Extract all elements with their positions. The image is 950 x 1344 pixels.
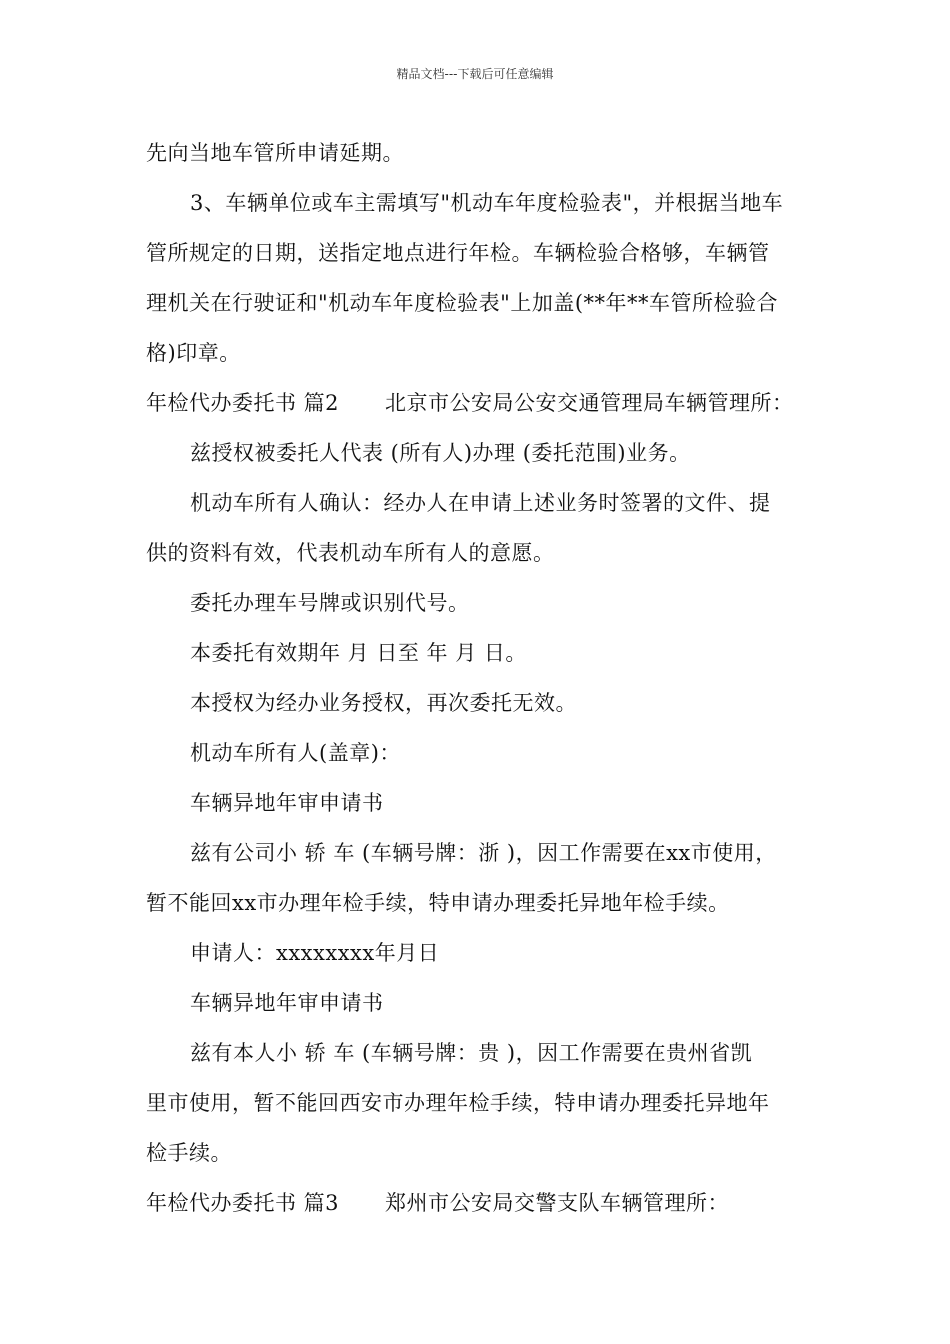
addressee: 北京市公安局公安交通管理局车辆管理所： [385, 391, 794, 415]
paragraph-line: 3、车辆单位或车主需填写"机动车年度检验表"，并根据当地车 [190, 191, 784, 215]
section-title: 年检代办委托书 篇3 [146, 1191, 340, 1215]
section-title: 年检代办委托书 篇2 [146, 391, 340, 415]
paragraph-line: 委托办理车号牌或识别代号。 [190, 591, 470, 615]
page-header: 精品文档---下载后可任意编辑 [396, 67, 554, 81]
paragraph-line: 本授权为经办业务授权，再次委托无效。 [190, 691, 577, 715]
paragraph-line: 车辆异地年审申请书 [190, 991, 384, 1015]
paragraph-line: 理机关在行驶证和"机动车年度检验表"上加盖(**年**车管所检验合 [146, 291, 779, 315]
paragraph-line: 供的资料有效，代表机动车所有人的意愿。 [146, 541, 555, 565]
addressee: 郑州市公安局交警支队车辆管理所： [385, 1191, 730, 1215]
paragraph-line: 兹授权被委托人代表 (所有人)办理 (委托范围)业务。 [190, 441, 691, 465]
section-heading-line [146, 1178, 816, 1228]
paragraph-line: 里市使用，暂不能回西安市办理年检手续，特申请办理委托异地年 [146, 1091, 770, 1115]
paragraph-line: 暂不能回xx市办理年检手续，特申请办理委托异地年检手续。 [146, 891, 730, 915]
paragraph-line: 本委托有效期年 月 日至 年 月 日。 [190, 641, 527, 665]
paragraph-line: 兹有公司小 轿 车 (车辆号牌：浙 )，因工作需要在xx市使用， [190, 841, 777, 865]
paragraph-line: 格)印章。 [146, 341, 241, 365]
paragraph-line: 机动车所有人确认：经办人在申请上述业务时签署的文件、提 [190, 491, 771, 515]
paragraph-line: 检手续。 [146, 1141, 232, 1165]
document-body [146, 128, 816, 1228]
paragraph-line: 兹有本人小 轿 车 (车辆号牌：贵 )，因工作需要在贵州省凯 [190, 1041, 753, 1065]
paragraph-line: 车辆异地年审申请书 [190, 791, 384, 815]
paragraph-line: 申请人：xxxxxxxx年月日 [190, 941, 440, 965]
section-heading-line [146, 378, 816, 428]
paragraph-line: 先向当地车管所申请延期。 [146, 141, 404, 165]
paragraph-line: 机动车所有人(盖章)： [190, 741, 401, 765]
paragraph-line: 管所规定的日期，送指定地点进行年检。车辆检验合格够，车辆管 [146, 241, 770, 265]
